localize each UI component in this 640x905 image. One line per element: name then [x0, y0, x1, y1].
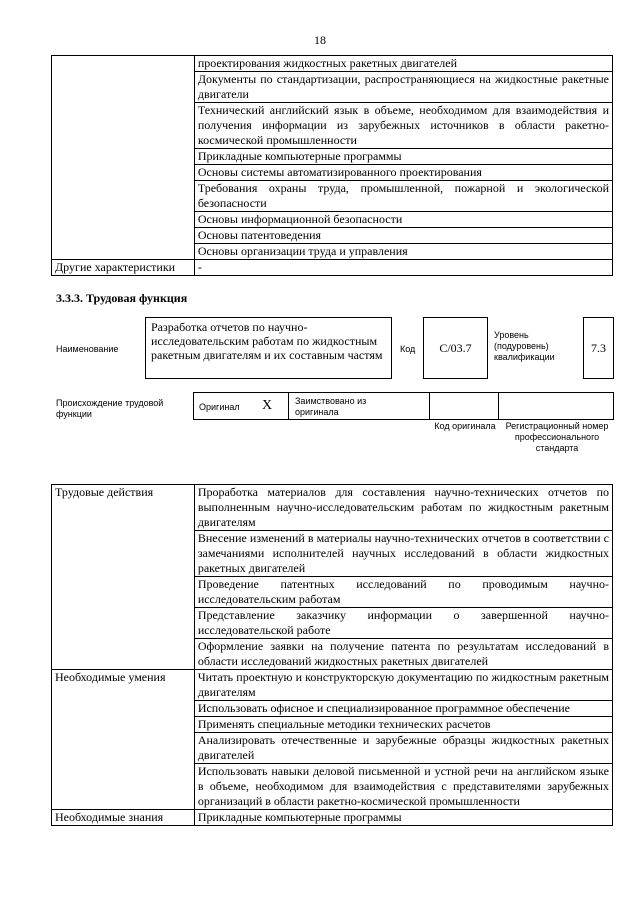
list-item: Основы системы автоматизированного проектирования — [194, 165, 612, 181]
list-item: Основы организации труда и управления — [194, 244, 612, 260]
level-label: Уровень (подуровень) квалификации — [494, 330, 555, 362]
code-label: Код — [400, 344, 416, 354]
table-cell: Оформление заявки на получение патента по результатам исследований в области исследований жидкостных ракетных двигателей — [194, 639, 612, 670]
table-cell: Внесение изменений в материалы научно-технических отчетов в соответствии с замечаниями исполнителей научных исследований в области жидкостных ракетных двигателей — [194, 531, 612, 577]
table-cell: Проработка материалов для составления научно-технических отчетов по выполненным научно-исследовательским работам по жидкостным ракетным двигателям — [194, 485, 612, 531]
origin-label: Происхождение трудовой функции — [56, 398, 164, 419]
original-label: Оригинал — [199, 402, 240, 412]
skills-label: Необходимые умения — [52, 670, 195, 810]
list-item: Основы патентоведения — [194, 228, 612, 244]
list-item: Документы по стандартизации, распространяющиеся на жидкостные ракетные двигатели — [194, 72, 612, 103]
borrowed-box — [288, 392, 430, 420]
table-cell: Представление заказчику информации о завершенной научно-исследовательской работе — [194, 608, 612, 639]
reg-number-box — [498, 392, 614, 420]
original-box — [193, 392, 289, 420]
code-original-label: Код оригинала — [434, 421, 496, 431]
code-box — [423, 317, 488, 379]
page-number: 18 — [314, 33, 326, 47]
table-cell: Использовать навыки деловой письменной и устной речи на английском языке в объеме, необходимом для взаимодействия с представителями зарубежных организаций в области ракетно-космической промышленности — [194, 764, 612, 810]
level-value: 7.3 — [591, 341, 606, 355]
code-value: С/03.7 — [439, 341, 472, 355]
name-label: Наименование — [56, 344, 119, 354]
level-box — [583, 317, 614, 379]
other-characteristics-value: - — [194, 260, 612, 276]
name-value-box — [145, 317, 392, 379]
table-cell: Анализировать отечественные и зарубежные образцы жидкостных ракетных двигателей — [194, 733, 612, 764]
table-cell: Прикладные компьютерные программы — [194, 810, 612, 826]
list-item: Требования охраны труда, промышленной, пожарной и экологической безопасности — [194, 181, 612, 212]
list-item: Основы информационной безопасности — [194, 212, 612, 228]
table-cell: Применять специальные методики технических расчетов — [194, 717, 612, 733]
table-cell: Проведение патентных исследований по проводимым научно-исследовательским работам — [194, 577, 612, 608]
original-mark: X — [262, 398, 273, 413]
main-table — [51, 484, 613, 826]
borrowed-label: Заимствовано из оригинала — [295, 396, 367, 417]
reg-number-label: Регистрационный номер профессионального стандарта — [505, 421, 609, 453]
code-original-box — [429, 392, 499, 420]
table-cell: Читать проектную и конструкторскую документацию по жидкостным ракетным двигателям — [194, 670, 612, 701]
section-heading: 3.3.3. Трудовая функция — [56, 291, 188, 305]
list-item: Прикладные компьютерные программы — [194, 149, 612, 165]
knowledge-label: Необходимые знания — [52, 810, 195, 826]
table-cell: Использовать офисное и специализированное программное обеспечение — [194, 701, 612, 717]
function-name: Разработка отчетов по научно-исследовательским работам по жидкостным ракетным двигателям и их составным частям — [151, 320, 383, 362]
other-characteristics-label: Другие характеристики — [52, 260, 195, 276]
labor-actions-label: Трудовые действия — [52, 485, 195, 670]
list-item: Технический английский язык в объеме, необходимом для взаимодействия и получения информации из зарубежных источников в области ракетно-космической промышленности — [194, 103, 612, 149]
top-table — [51, 55, 613, 276]
list-item: проектирования жидкостных ракетных двигателей — [194, 56, 612, 72]
